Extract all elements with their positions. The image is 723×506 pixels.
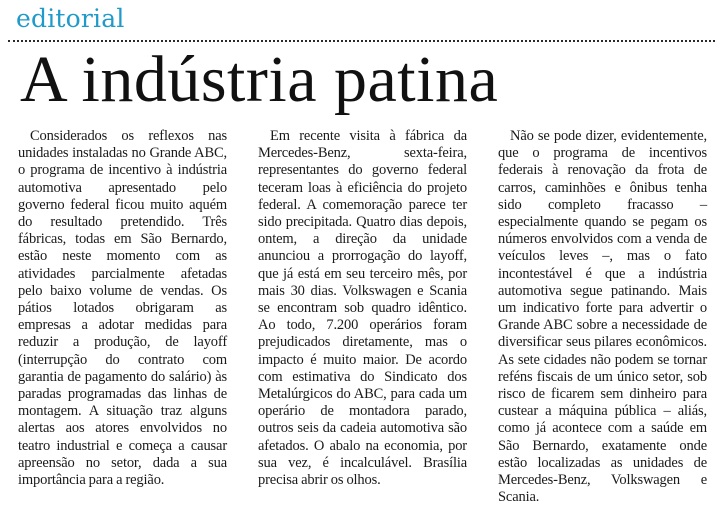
dotted-divider bbox=[8, 40, 715, 42]
article-column-1: Considerados os reflexos nas unidades instaladas no Grande ABC, o programa de incentivo à indústria automotiva apresentado pelo governo federal ficou muito aquém do resultado pretendido. Três fábricas, todas em São Bernardo, estão neste momento com as atividades parcialmente afetadas pelo baixo volume de vendas. Os pátios lotados obrigaram as empresas a adotar medidas para reduzir a produção, de layoff (interrupção do contrato com garantia de pagamento do salário) às paradas programadas das linhas de montagem. A situação traz alguns alertas aos atores envolvidos no teatro industrial e começa a causar apreensão no setor, dada a sua importância para a região. bbox=[18, 128, 227, 489]
headline: A indústria patina bbox=[20, 43, 499, 116]
article-column-2: Em recente visita à fábrica da Mercedes-Benz, sexta-feira, representantes do governo federal teceram loas à eficiência do projeto federal. A comemoração parece ter sido precipitada. Quatro dias depois, ontem, a direção da unidade anunciou a prorrogação do layoff, que já está em seu terceiro mês, por mais 30 dias. Volkswagen e Scania se encontram sob quadro idêntico. Ao todo, 7.200 operários foram prejudicados diretamente, mas o impacto é muito maior. De acordo com estimativa do Sindicato dos Metalúrgicos do ABC, para cada um operário de montadora parado, outros seis da cadeia automotiva são afetados. O abalo na economia, por sua vez, é incalculável. Brasília precisa abrir os olhos. bbox=[258, 128, 467, 489]
section-label: editorial bbox=[16, 4, 125, 33]
article-column-3: Não se pode dizer, evidentemente, que o programa de incentivos federais à renovação da frota de carros, caminhões e ônibus tenha sido completo fracasso – especialmente quando se pegam os números envolvidos com a venda de veículos leves –, mas o fato incontestável é que a indústria automotiva segue patinando. Mais um indicativo forte para advertir o Grande ABC sobre a necessidade de diversificar seus pilares econômicos. As sete cidades não podem se tornar reféns fiscais de um único setor, sob risco de ficarem sem dinheiro para custear a máquina pública – aliás, como já acontece com a saúde em São Bernardo, exatamente onde estão localizadas as unidades de Mercedes-Benz, Volkswagen e Scania. bbox=[498, 128, 707, 506]
article-body bbox=[18, 128, 708, 506]
